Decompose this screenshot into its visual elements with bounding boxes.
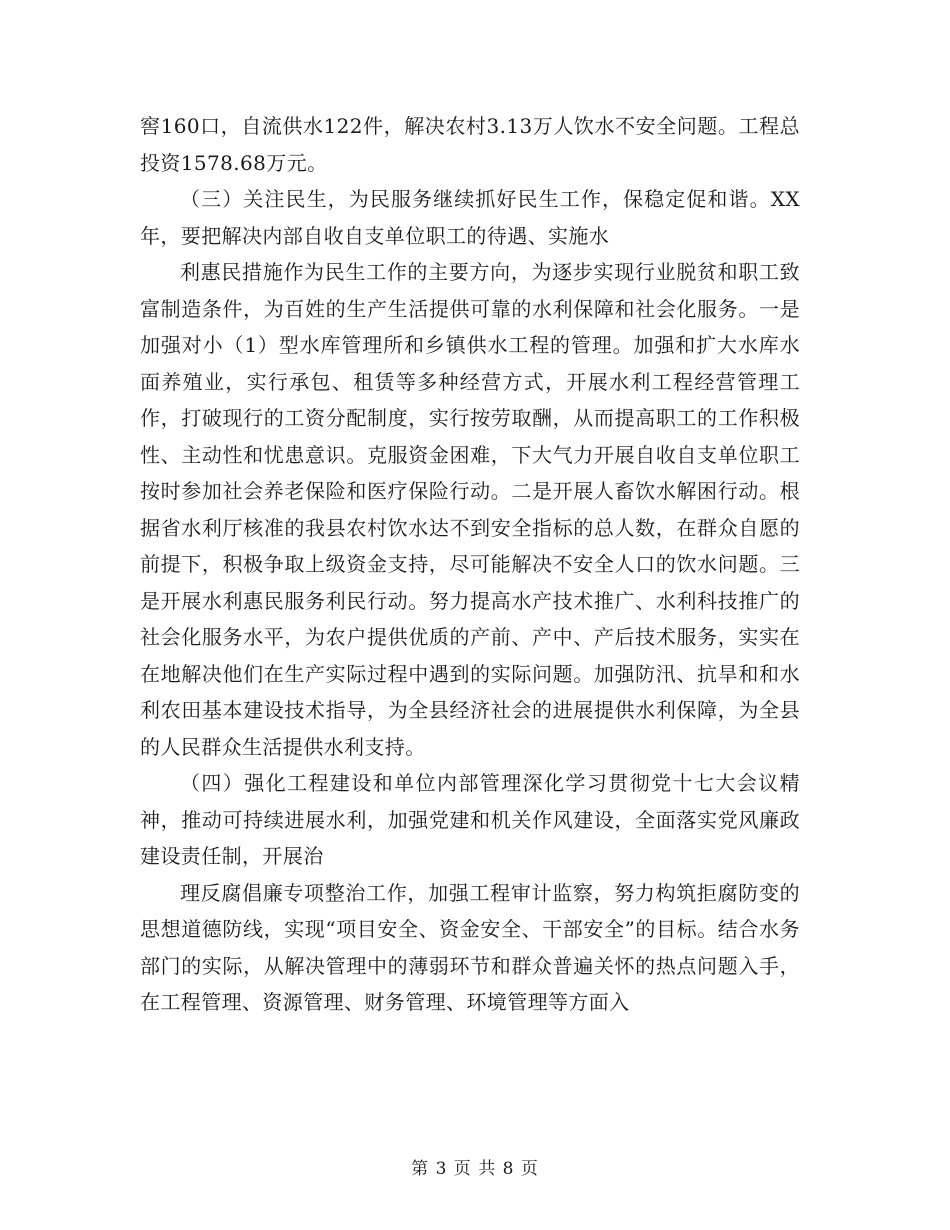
paragraph-section-three-heading: （三）关注民生，为民服务继续抓好民生工作，保稳定促和谐。XX年，要把解决内部自收自支单位职工的待遇、实施水 xyxy=(140,187,800,248)
paragraph-livelihood-measures: 利惠民措施作为民生工作的主要方向，为逐步实现行业脱贫和职工致富制造条件，为百姓的生产生活提供可靠的水利保障和社会化服务。一是加强对小（1）型水库管理所和乡镇供水工程的管理。加强和扩大水库水面养殖业，实行承包、租赁等多种经营方式，开展水利工程经营管理工作，打破现行的工资分配制度，实行按劳取酬，从而提高职工的工作积极性、主动性和忧患意识。克服资金困难，下大气力开展自收自支单位职工按时参加社会养老保险和医疗保险行动。二是开展人畜饮水解困行动。根据省水利厅核准的我县农村饮水达不到安全指标的总人数，在群众自愿的前提下，积极争取上级资金支持，尽可能解决不安全人口的饮水问题。三是开展水利惠民服务利民行动。努力提高水产技术推广、水利科技推广的社会化服务水平，为农户提供优质的产前、产中、产后技术服务，实实在在地解决他们在生产实际过程中遇到的实际问题。加强防汛、抗旱和和水利农田基本建设技术指导，为全县经济社会的进展提供水利保障，为全县的人民群众生活提供水利支持。 xyxy=(140,260,800,759)
paragraph-section-four-heading: （四）强化工程建设和单位内部管理深化学习贯彻党十七大会议精神，推动可持续进展水利，加强党建和机关作风建设，全面落实党风廉政建设责任制，开展治 xyxy=(140,771,800,868)
page-number-footer: 第 3 页 共 8 页 xyxy=(411,1159,539,1179)
document-body xyxy=(140,108,800,1021)
paragraph-continuation: 窖160口，自流供水122件，解决农村3.13万人饮水不安全问题。工程总投资1578.68万元。 xyxy=(140,114,800,175)
paragraph-anti-corruption: 理反腐倡廉专项整治工作，加强工程审计监察，努力构筑拒腐防变的思想道德防线，实现“项目安全、资金安全、干部安全”的目标。结合水务部门的实际，从解决管理中的薄弱环节和群众普遍关怀的热点问题入手，在工程管理、资源管理、财务管理、环境管理等方面入 xyxy=(140,880,800,1014)
